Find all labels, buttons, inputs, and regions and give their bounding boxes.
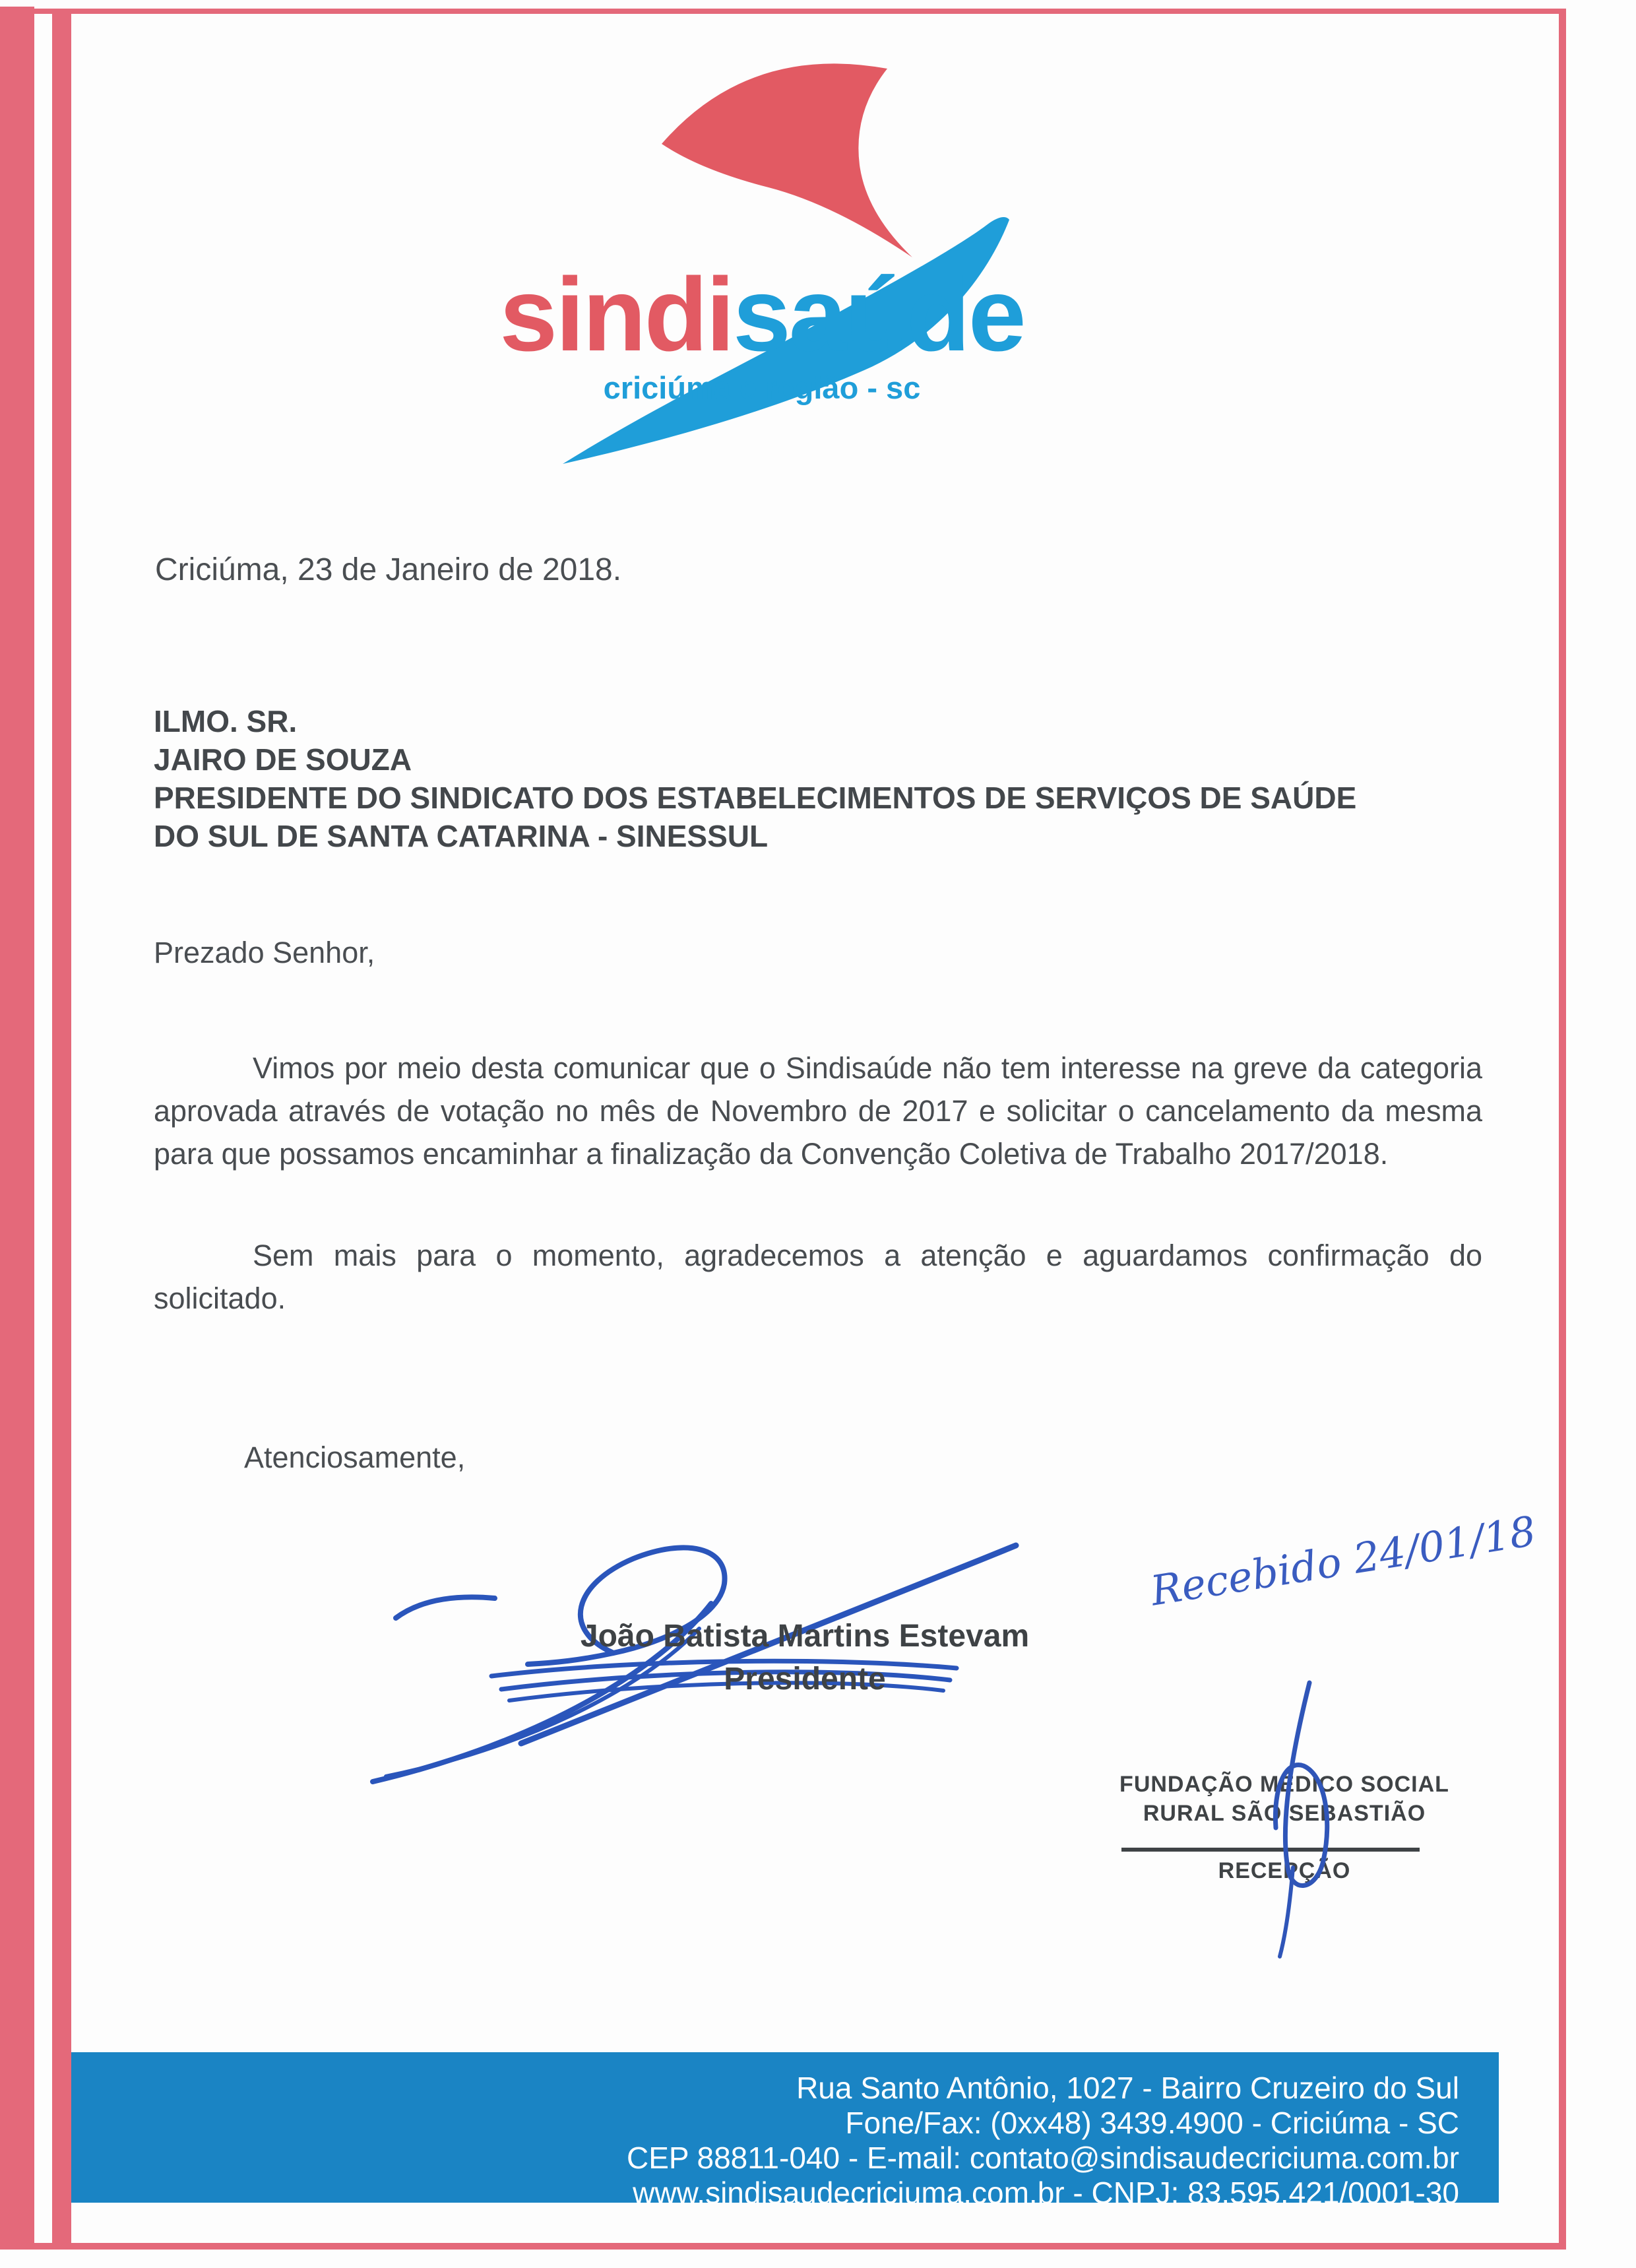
footer-address-bar	[71, 2052, 1499, 2210]
border-top-line	[0, 9, 1566, 14]
stamp-signature-ink-stroke	[1253, 1676, 1385, 1960]
border-bottom-line	[0, 2243, 1566, 2250]
logo-wordmark-saude: saúde	[733, 257, 1024, 373]
body-paragraph-2: Sem mais para o momento, agradecemos a atenção e aguardamos confirmação do solicitado.	[154, 1239, 1482, 1315]
stamp-line-1: FUNDAÇÃO MÉDICO SOCIAL	[1119, 1772, 1449, 1797]
closing-line: Atenciosamente,	[244, 1441, 466, 1474]
border-left-stripe-outer	[0, 7, 34, 2248]
signer-title: Presidente	[724, 1662, 886, 1697]
recipient-line-1: ILMO. SR.	[154, 704, 298, 738]
logo-wordmark	[379, 257, 1145, 373]
logo-subtitle: criciúma e região - sc	[603, 370, 921, 405]
logo-wordmark-sindi: sindi	[499, 257, 734, 373]
recipient-line-2: JAIRO DE SOUZA	[154, 742, 412, 777]
stamp-line-3: RECEPÇÃO	[1218, 1858, 1351, 1883]
salutation: Prezado Senhor,	[154, 936, 375, 969]
footer-phone-line: Fone/Fax: (0xx48) 3439.4900 - Criciúma - SC	[845, 2106, 1459, 2140]
date-line: Criciúma, 23 de Janeiro de 2018.	[155, 552, 622, 587]
footer-street-line: Rua Santo Antônio, 1027 - Bairro Cruzeiro do Sul	[796, 2071, 1459, 2105]
signer-name: João Batista Martins Estevam	[580, 1619, 1030, 1654]
footer-website-line: www.sindisaudecriciuma.com.br - CNPJ: 83.595.421/0001-30	[633, 2176, 1459, 2210]
footer-email-line: CEP 88811-040 - E-mail: contato@sindisaudecriciuma.com.br	[626, 2141, 1459, 2175]
recipient-line-3: PRESIDENTE DO SINDICATO DOS ESTABELECIMENTOS DE SERVIÇOS DE SAÚDE	[154, 781, 1357, 815]
stamp-line-2: RURAL SÃO SEBASTIÃO	[1143, 1801, 1426, 1826]
recipient-block	[154, 702, 1506, 855]
recipient-line-4: DO SUL DE SANTA CATARINA - SINESSUL	[154, 819, 769, 853]
border-right-line	[1559, 9, 1566, 2250]
handwritten-received-note: Recebido 24/01/18	[1147, 1507, 1539, 1615]
body-paragraph-1: Vimos por meio desta comunicar que o Sindisaúde não tem interesse na greve da categoria aprovada através de votação no mês de Novembro de 2017 e solicitar o cancelamento da mesma para que possamos encaminhar a finalização da Convenção Coletiva de Trabalho 2017/2018.	[154, 1051, 1482, 1171]
border-left-stripe-inner	[52, 9, 71, 2248]
footer-text-block	[627, 2071, 1459, 2211]
